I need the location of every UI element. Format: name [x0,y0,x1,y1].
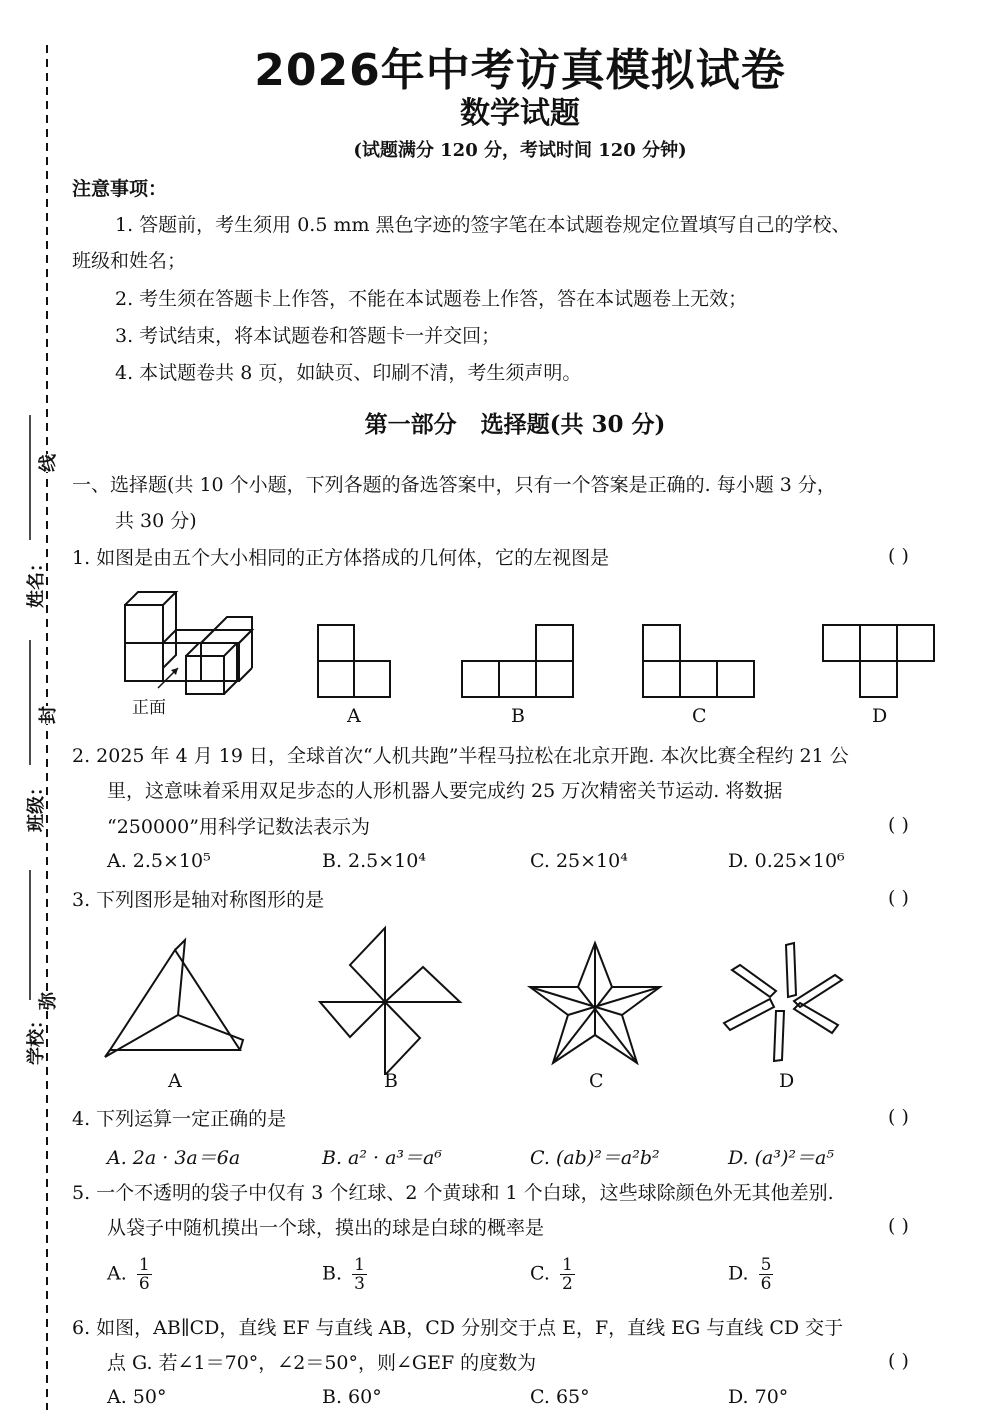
fraction: $\frac{5}{6}$ [760,1255,772,1294]
q3-answer-paren: ( ) [888,887,909,909]
q4-option-b[interactable]: B. a² · a³＝a⁶ [322,1147,442,1169]
q5-option-d[interactable] [728,1256,773,1293]
q5-option-d-label: D. [728,1262,749,1285]
school-label: 学校： [26,1011,47,1065]
q2-line1: 2. 2025 年 4 月 19 日，全球首次“人机共跑”半程马拉松在北京开跑. 本次比赛全程约 21 公 [72,745,849,767]
q5-line1: 5. 一个不透明的袋子中仅有 3 个红球、2 个黄球和 1 个白球，这些球除颜色外无其他差别. [72,1182,834,1204]
exam-title: 2026年中考访真模拟试卷 [254,45,786,96]
q6-option-c[interactable]: C. 65° [530,1386,590,1408]
q3-option-d[interactable]: D [779,1070,795,1092]
q5-option-c-label: C. [530,1262,550,1285]
q3-option-a[interactable]: A [168,1070,182,1092]
q4-option-c[interactable]: C. (ab)²＝a²b² [530,1147,660,1169]
q1-answer-paren: ( ) [888,545,909,567]
q1-option-figures [300,615,980,705]
q5-answer-paren: ( ) [888,1215,909,1237]
q2-option-c[interactable]: C. 25×10⁴ [530,850,628,872]
q6-line1: 6. 如图，AB∥CD，直线 EF 与直线 AB，CD 分别交于点 E，F，直线 EG 与直线 CD 交于 [72,1317,844,1339]
q1-option-b[interactable]: B [511,705,525,727]
q5-option-c[interactable] [530,1256,575,1293]
q5-option-b[interactable] [322,1256,367,1293]
q1-option-d[interactable]: D [872,705,888,727]
notice-heading: 注意事项： [72,178,168,200]
q3-option-b[interactable]: B [384,1070,398,1092]
q5-option-b-label: B. [322,1262,343,1285]
notice-item: 4. 本试题卷共 8 页，如缺页、印刷不清，考生须声明。 [115,362,582,384]
q4-option-d[interactable]: D. (a³)²＝a⁵ [728,1147,834,1169]
name-label: 姓名： [26,554,47,608]
q1-text: 1. 如图是由五个大小相同的正方体搭成的几何体，它的左视图是 [72,547,610,569]
part1-heading: 第一部分 选择题(共 30 分) [364,411,666,438]
q4-answer-paren: ( ) [888,1106,909,1128]
exam-subtitle: 数学试题 [460,96,580,131]
q1-solid-figure [110,580,270,710]
binding-feng: 封 [34,706,60,724]
q6-option-b[interactable]: B. 60° [322,1386,382,1408]
q6-line2: 点 G. 若∠1＝70°，∠2＝50°，则∠GEF 的度数为 [107,1352,537,1374]
fraction: $\frac{1}{2}$ [561,1255,573,1294]
q4-option-a[interactable]: A. 2a · 3a＝6a [107,1147,241,1169]
q3-option-figures [100,925,860,1075]
q2-option-b[interactable]: B. 2.5×10⁴ [322,850,426,872]
q6-option-a[interactable]: A. 50° [107,1386,167,1408]
section1-line2: 共 30 分) [115,510,197,532]
fraction: $\frac{1}{3}$ [354,1255,365,1294]
q2-answer-paren: ( ) [888,814,909,836]
q3-option-c[interactable]: C [589,1070,604,1092]
q3-text: 3. 下列图形是轴对称图形的是 [72,889,325,911]
q2-option-a[interactable]: A. 2.5×10⁵ [107,850,211,872]
notice-item: 3. 考试结束，将本试题卷和答题卡一并交回； [115,325,501,347]
q1-front-label: 正面 [132,698,166,718]
notice-item: 2. 考生须在答题卡上作答，不能在本试题卷上作答，答在本试题卷上无效； [115,288,748,310]
q1-option-a[interactable]: A [347,705,361,727]
q5-option-a[interactable] [107,1256,152,1293]
q5-option-a-label: A. [107,1262,127,1285]
q2-line2: 里，这意味着采用双足步态的人形机器人要完成约 25 万次精密关节运动. 将数据 [107,780,783,802]
q5-line2: 从袋子中随机摸出一个球，摸出的球是白球的概率是 [107,1217,545,1239]
notice-item: 1. 答题前，考生须用 0.5 mm 黑色字迹的签字笔在本试题卷规定位置填写自己的学校、 [115,214,851,236]
binding-mi: 弥 [34,992,60,1010]
q1-option-c[interactable]: C [692,705,707,727]
fraction: $\frac{1}{6}$ [138,1255,150,1294]
q4-text: 4. 下列运算一定正确的是 [72,1108,287,1130]
q2-line3: “250000”用科学记数法表示为 [107,816,370,838]
class-label: 班级： [26,778,47,832]
notice-item: 班级和姓名； [72,250,187,272]
q6-answer-paren: ( ) [888,1350,909,1372]
section1-line1: 一、选择题(共 10 个小题，下列各题的备选答案中，只有一个答案是正确的. 每小题 3 分， [72,474,836,496]
exam-meta: (试题满分 120 分，考试时间 120 分钟) [353,140,687,161]
binding-xian: 线 [34,454,60,472]
q2-option-d[interactable]: D. 0.25×10⁶ [728,850,845,872]
q6-option-d[interactable]: D. 70° [728,1386,789,1408]
